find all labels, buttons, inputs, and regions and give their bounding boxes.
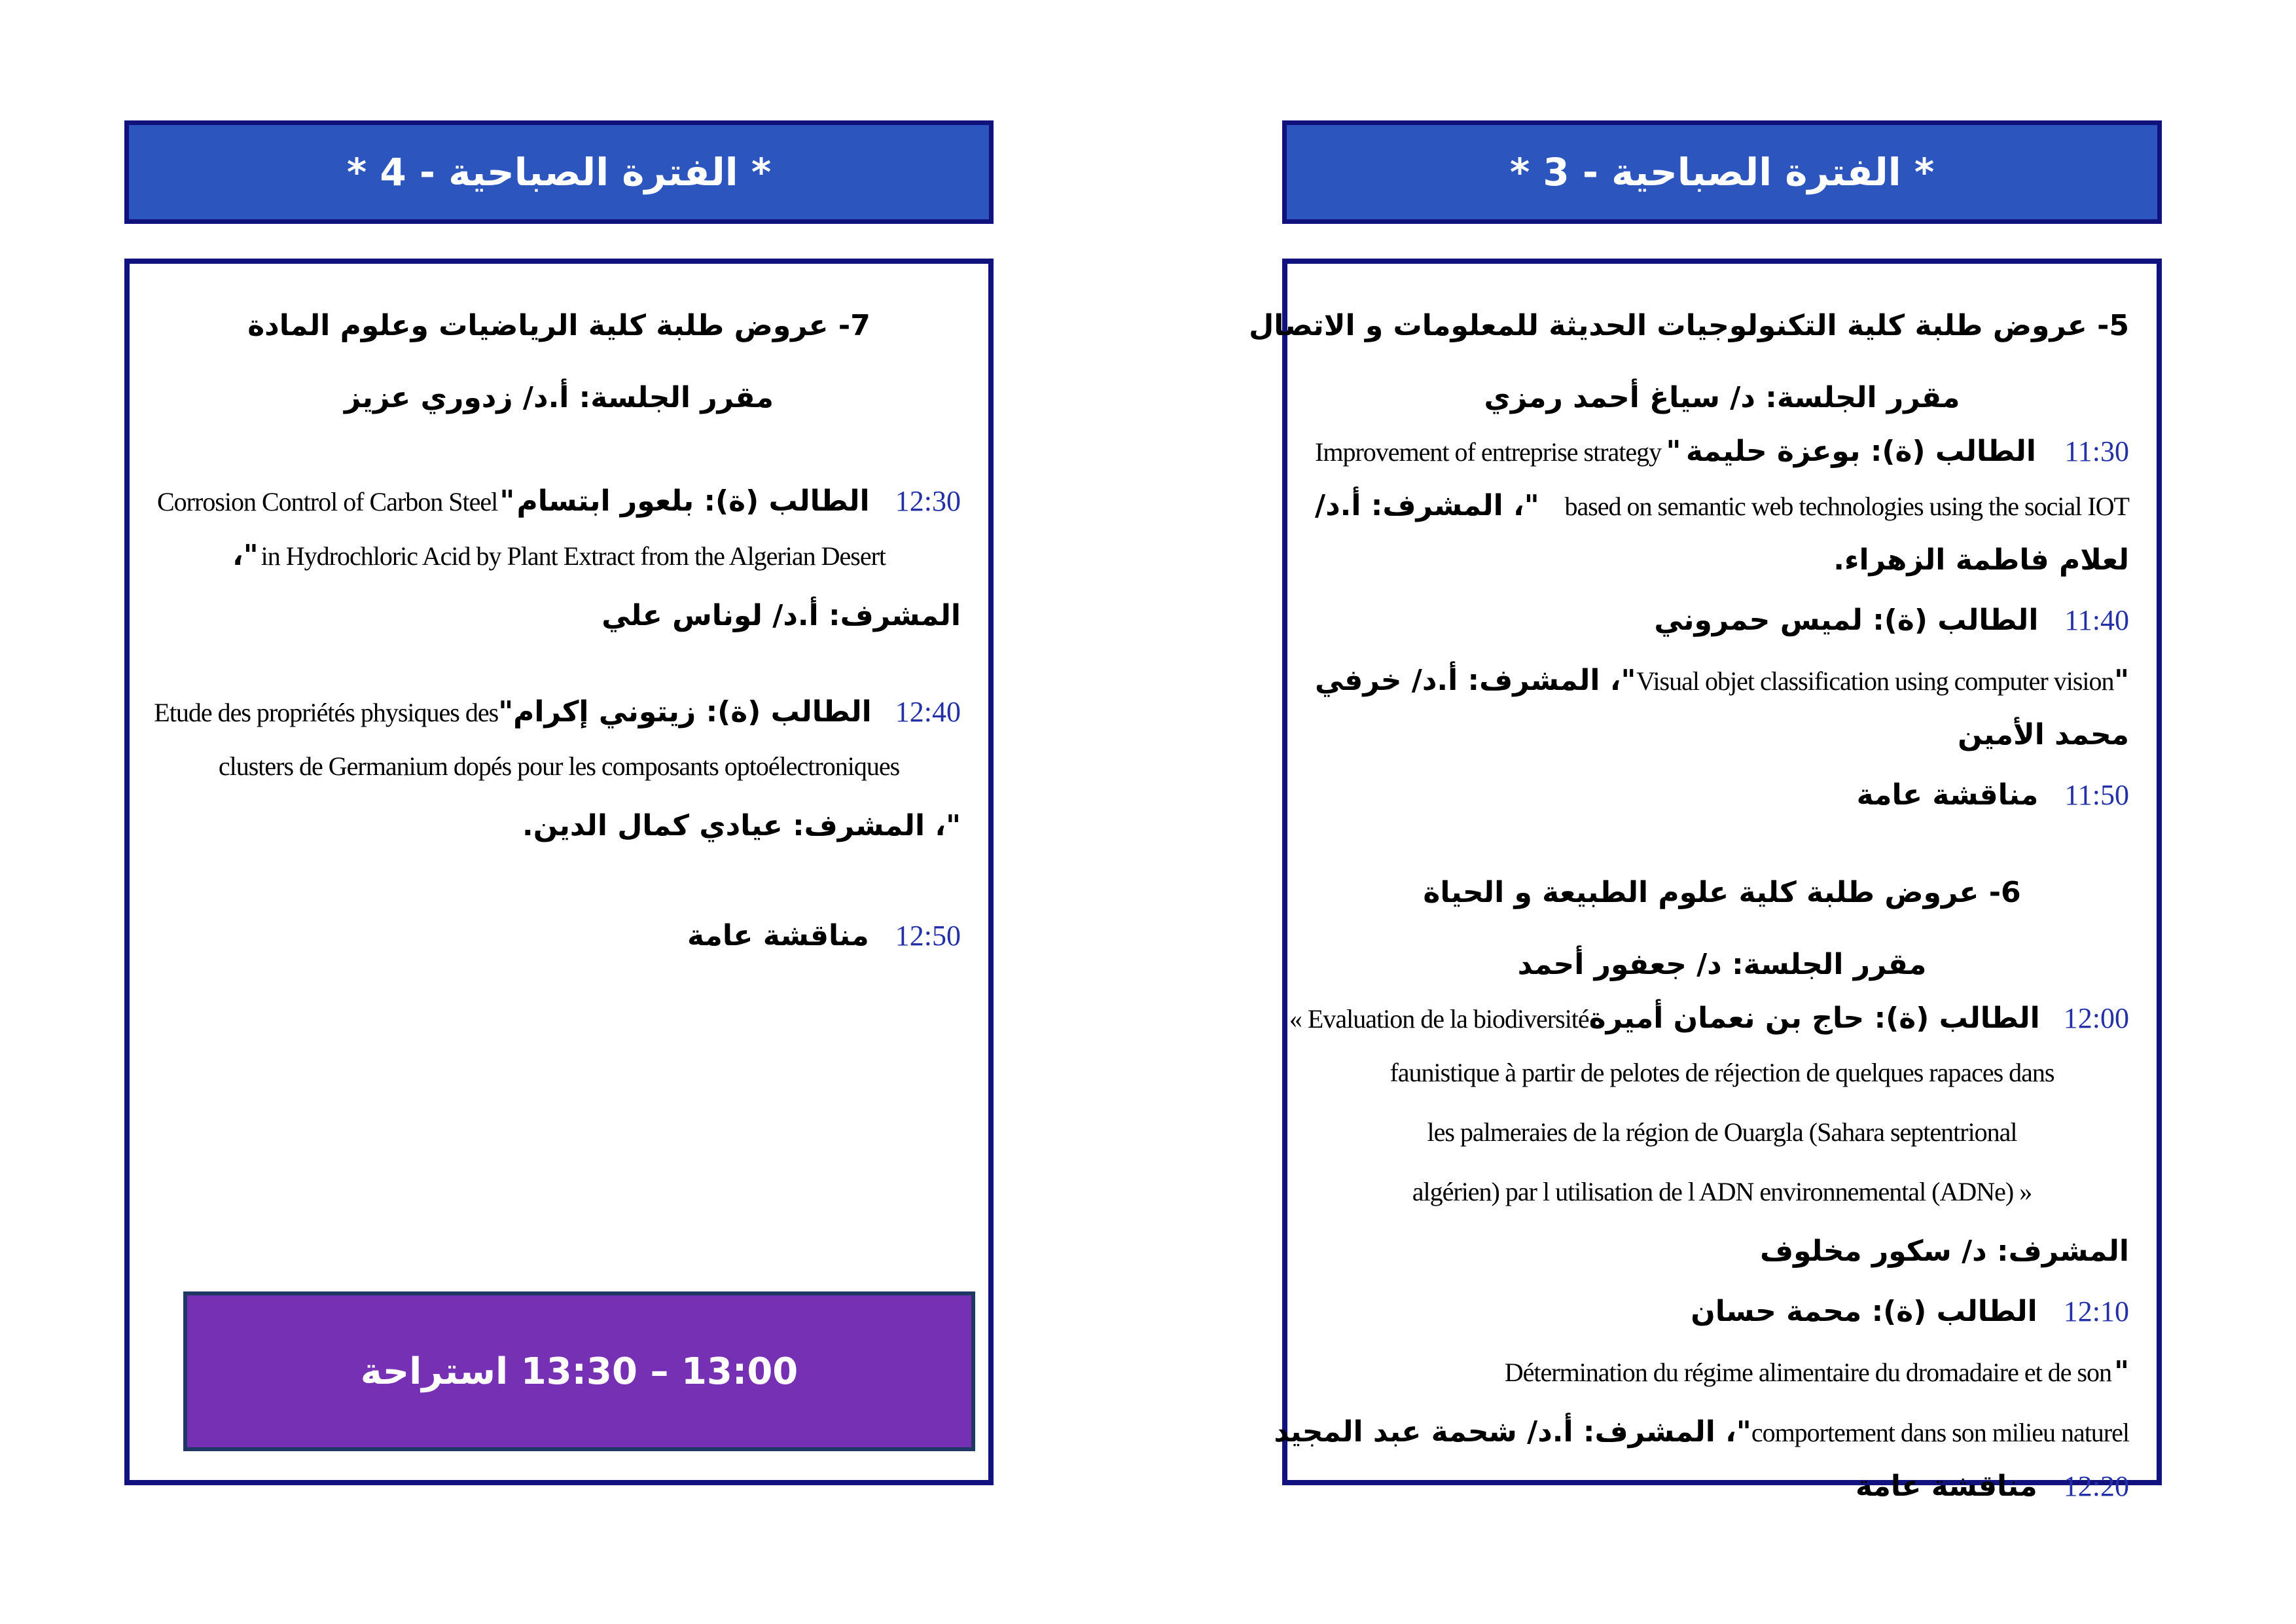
- text-segment: مناقشة عامة: [1855, 1470, 2037, 1503]
- text-segment: "، المشرف: أ.د/ خرفي: [1315, 664, 1636, 697]
- schedule-line: [1315, 768, 2129, 829]
- schedule-line: [157, 589, 961, 649]
- break-box: [183, 1291, 975, 1451]
- session-4-schedule-box: [124, 259, 994, 1485]
- schedule-line: [157, 740, 961, 799]
- time-label: 11:50: [2064, 779, 2129, 811]
- text-segment: محمد الأمين: [1958, 718, 2129, 751]
- schedule-line: [1315, 1460, 2129, 1520]
- section-heading-line: [1249, 298, 2129, 353]
- schedule-line: [1315, 1345, 2129, 1405]
- text-segment: الطالب (ة): حاج بن نعمان أميرة: [1588, 1001, 2040, 1035]
- schedule-line: [1315, 1225, 2129, 1285]
- text-segment: مناقشة عامة: [1856, 778, 2039, 812]
- text-segment: faunistique à partir de pelotes de réjection de quelques rapaces dans: [1390, 1058, 2054, 1087]
- text-segment: مقرر الجلسة: د/ جعفور أحمد: [1517, 948, 1927, 981]
- time-label: 11:40: [2064, 604, 2129, 636]
- schedule-line: [1315, 1046, 2129, 1106]
- text-segment: الطالب (ة): بلعور ابتسام: [516, 484, 870, 518]
- text-segment: ": [2114, 1355, 2129, 1388]
- text-segment: ": [1666, 435, 1681, 468]
- schedule-line: [157, 799, 961, 859]
- text-segment: clusters de Germanium dopés pour les composants optoélectroniques: [218, 751, 900, 781]
- text-segment: « Evaluation de la biodiversité: [1289, 1004, 1589, 1034]
- text-segment: "، المشرف: عيادي كمال الدين.: [522, 809, 961, 842]
- text-segment: Détermination du régime alimentaire du dromadaire et de son: [1504, 1358, 2112, 1387]
- text-segment: "، المشرف: أ.د/ شحمة عبد المجيد: [1274, 1415, 1751, 1449]
- section-heading-line: [157, 298, 961, 353]
- text-segment: الطالب (ة): زيتوني إكرام: [513, 695, 872, 729]
- session-4-schedule-lines: [130, 264, 988, 969]
- text-segment: Corrosion Control of Carbon Steel: [157, 487, 498, 516]
- schedule-line: [1274, 1405, 2129, 1460]
- time-label: 12:20: [2063, 1470, 2129, 1502]
- text-segment: المشرف: د/ سكور مخلوف: [1760, 1235, 2129, 1268]
- text-segment: مقرر الجلسة: د/ سياغ أحمد رمزي: [1484, 381, 1960, 414]
- section-heading-line: [1315, 370, 2129, 425]
- schedule-line: [1315, 533, 2129, 594]
- text-segment: لعلام فاطمة الزهراء.: [1833, 543, 2129, 577]
- text-segment: Etude des propriétés physiques des: [154, 698, 499, 727]
- schedule-line: [157, 909, 961, 969]
- schedule-line: [1315, 594, 2129, 654]
- text-segment: مناقشة عامة: [687, 919, 869, 952]
- text-segment: الطالب (ة): لميس حمروني: [1654, 604, 2039, 637]
- text-segment: مقرر الجلسة: أ.د/ زدوري عزيز: [344, 381, 774, 414]
- session-3-header-title: * الفترة الصباحية - 3 *: [1509, 150, 1935, 194]
- text-segment: 6- عروض طلبة كلية علوم الطبيعة و الحياة: [1423, 876, 2021, 909]
- text-segment: 7- عروض طلبة كلية الرياضيات وعلوم المادة: [247, 309, 870, 342]
- time-label: 12:10: [2063, 1295, 2129, 1327]
- time-label: 12:40: [895, 696, 961, 728]
- session-4-header-title: * الفترة الصباحية - 4 *: [346, 150, 772, 194]
- time-label: 11:30: [2064, 435, 2129, 467]
- text-segment: الطالب (ة): بوعزة حليمة: [1685, 435, 2037, 468]
- time-label: 12:30: [895, 485, 961, 517]
- text-segment: les palmeraies de la région de Ouargla (Sahara septentrional: [1427, 1117, 2017, 1147]
- schedule-line: [1315, 708, 2129, 768]
- schedule-line: [1315, 479, 2129, 533]
- text-segment: in Hydrochloric Acid by Plant Extract from the Algerian Desert: [260, 541, 886, 571]
- section-heading-line: [1315, 865, 2129, 920]
- session-3-header-bar: [1282, 120, 2162, 224]
- text-segment: 5- عروض طلبة كلية التكنولوجيات الحديثة للمعلومات و الاتصال: [1249, 309, 2129, 342]
- schedule-line: [1315, 425, 2129, 479]
- time-label: 12:50: [895, 920, 961, 952]
- text-segment: ": [499, 484, 515, 518]
- text-segment: Visual objet classification using computer vision: [1636, 666, 2114, 696]
- session-4-header-bar: [124, 120, 994, 224]
- text-segment: "،: [232, 539, 259, 572]
- break-label: 13:00 – 13:30 استراحة: [360, 1350, 798, 1393]
- section-heading-line: [157, 370, 961, 425]
- schedule-line: [1315, 1285, 2129, 1345]
- text-segment: Improvement of entreprise strategy: [1315, 437, 1662, 467]
- time-label: 12:00: [2063, 1002, 2129, 1034]
- schedule-line: [1289, 992, 2129, 1046]
- session-3-schedule-lines: [1249, 264, 2157, 1520]
- text-segment: based on semantic web technologies using the social IOT: [1564, 492, 2129, 521]
- schedule-line: [157, 529, 961, 589]
- text-segment: الطالب (ة): محمة حسان: [1691, 1295, 2037, 1328]
- section-heading-line: [1315, 937, 2129, 992]
- text-segment: algérien) par l utilisation de l ADN environnemental (ADNe) »: [1412, 1177, 2032, 1206]
- schedule-line: [1315, 1106, 2129, 1165]
- schedule-line: [154, 685, 961, 740]
- text-segment: comportement dans son milieu naturel: [1751, 1418, 2129, 1447]
- schedule-line: [157, 475, 961, 529]
- text-segment: ": [2114, 664, 2129, 697]
- schedule-line: [1315, 654, 2129, 708]
- text-segment: ": [498, 695, 514, 729]
- session-3-schedule-box: [1249, 259, 2162, 1503]
- text-segment: "، المشرف: أ.د/: [1315, 489, 1539, 522]
- schedule-line: [1315, 1165, 2129, 1225]
- text-segment: المشرف: أ.د/ لوناس علي: [601, 599, 961, 632]
